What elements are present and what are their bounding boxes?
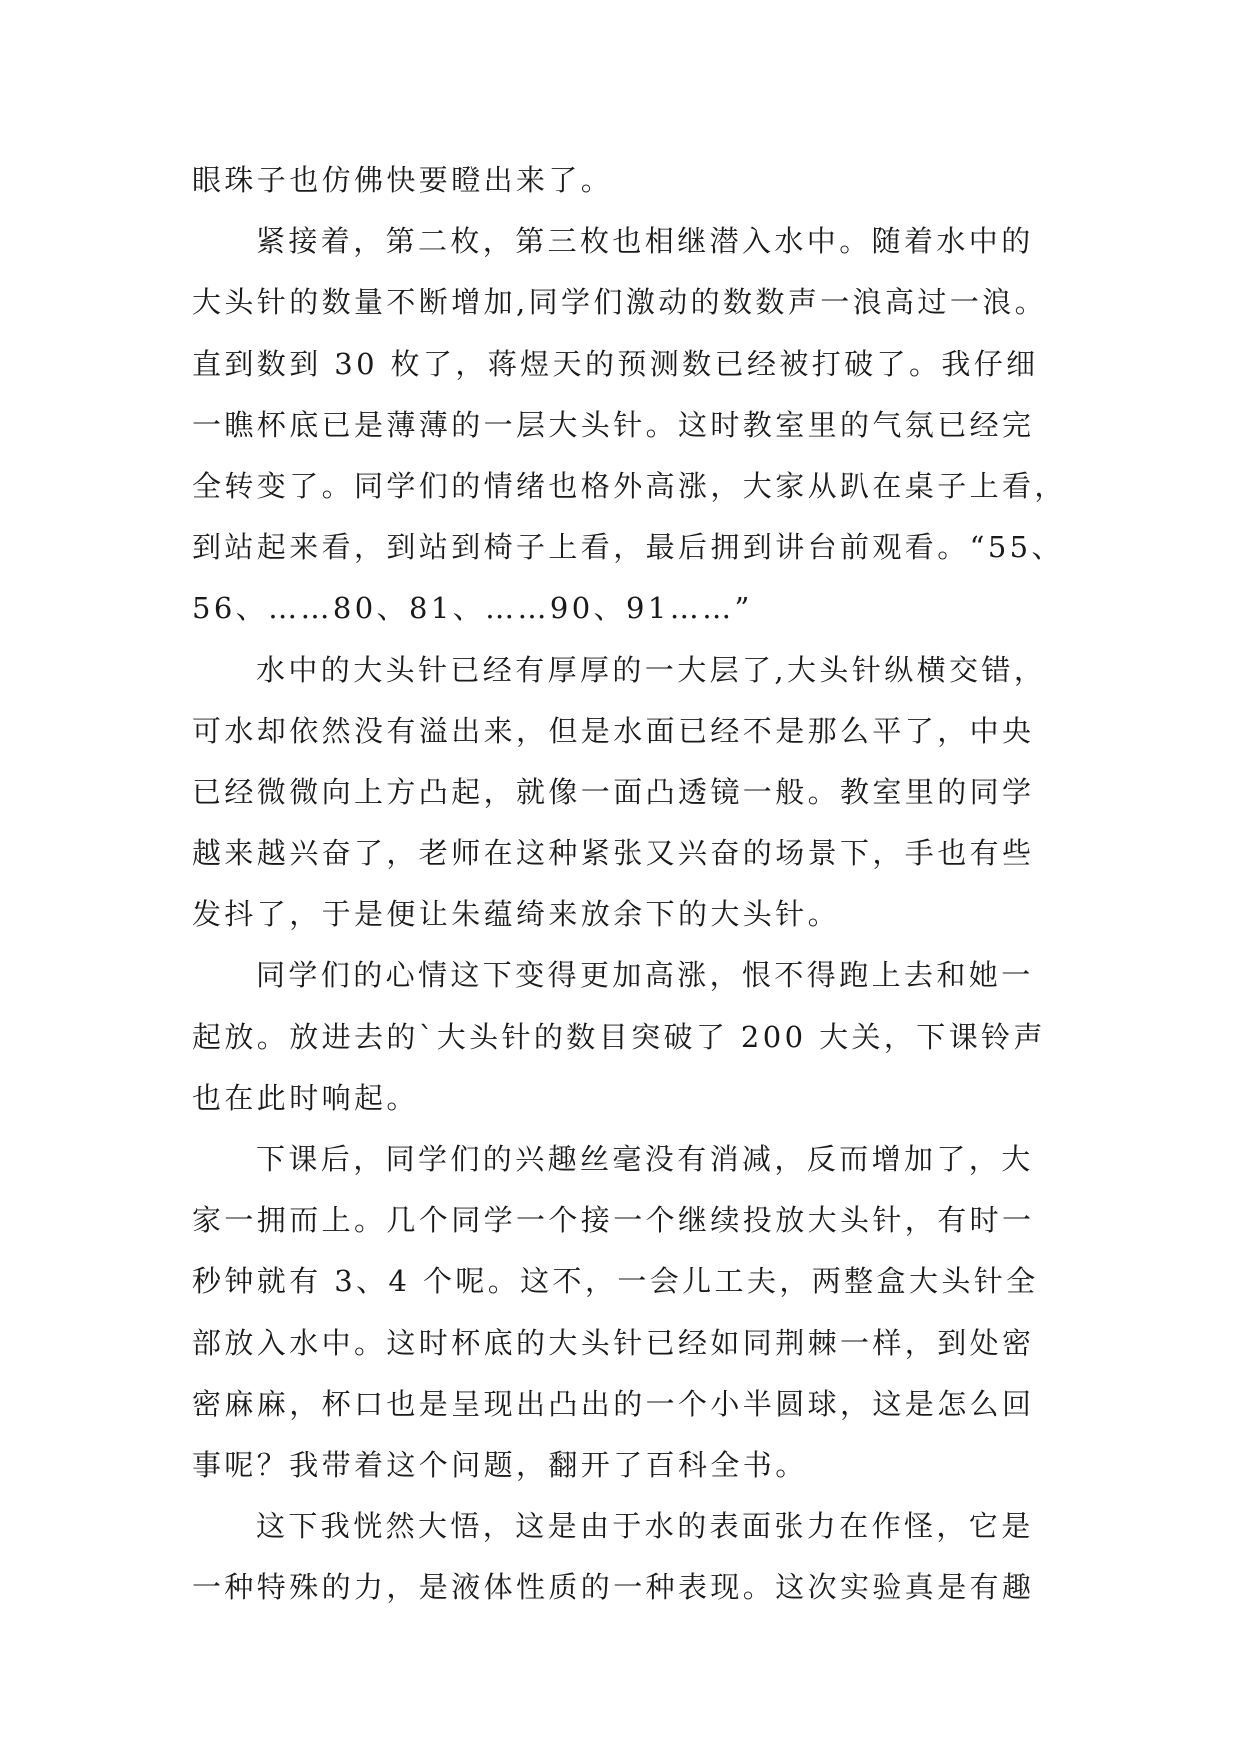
text-line: 下课后，同学们的兴趣丝毫没有消减，反而增加了，大 (256, 1142, 1034, 1176)
text-line: 大头针的数量不断增加,同学们激动的数数声一浪高过一浪。 (192, 285, 1048, 320)
text-line: 一瞧杯底已是薄薄的一层大头针。这时教室里的气氛已经完 (192, 407, 1035, 442)
text-line: 这下我恍然大悟，这是由于水的表面张力在作怪，它是 (256, 1509, 1034, 1544)
text-line: 已经微微向上方凸起，就像一面凸透镜一般。教室里的同学 (192, 774, 1035, 809)
text-line: 秒钟就有 3、4 个呢。这不，一会儿工夫，两整盒大头针全 (192, 1264, 1039, 1299)
text-line: 发抖了，于是便让朱蕴绮来放余下的大头针。 (192, 897, 841, 932)
text-line: 一种特殊的力，是液体性质的一种表现。这次实验真是有趣 (192, 1570, 1035, 1605)
text-line: 到站起来看，到站到椅子上看，最后拥到讲台前观看。“55、 (192, 530, 1064, 565)
text-line: 直到数到 30 枚了，蒋煜天的预测数已经被打破了。我仔细 (192, 346, 1039, 381)
text-line: 越来越兴奋了，老师在这种紧张又兴奋的场景下，手也有些 (192, 836, 1035, 871)
text-line: 事呢？我带着这个问题，翻开了百科全书。 (192, 1447, 808, 1482)
text-line: 同学们的心情这下变得更加高涨，恨不得跑上去和她一 (256, 958, 1034, 993)
text-line: 密麻麻，杯口也是呈现出凸出的一个小半圆球，这是怎么回 (192, 1386, 1035, 1421)
essay-body (192, 150, 1072, 1619)
text-line: 紧接着，第二枚，第三枚也相继潜入水中。随着水中的 (256, 224, 1034, 259)
text-line: 全转变了。同学们的情绪也格外高涨，大家从趴在桌子上看， (192, 468, 1067, 503)
text-line: 眼珠子也仿佛快要瞪出来了。 (192, 163, 614, 197)
text-line: 水中的大头针已经有厚厚的一大层了,大头针纵横交错， (256, 652, 1047, 687)
text-line: 也在此时响起。 (192, 1080, 419, 1115)
text-line: 部放入水中。这时杯底的大头针已经如同荆棘一样，到处密 (192, 1325, 1035, 1360)
text-line: 56、……80、81、……90、91……” (192, 591, 753, 626)
text-line: 起放。放进去的`大头针的数目突破了 200 大关，下课铃声 (192, 1019, 1046, 1054)
text-line: 可水却依然没有溢出来，但是水面已经不是那么平了，中央 (192, 713, 1035, 748)
text-line: 家一拥而上。几个同学一个接一个继续投放大头针，有时一 (192, 1203, 1035, 1238)
